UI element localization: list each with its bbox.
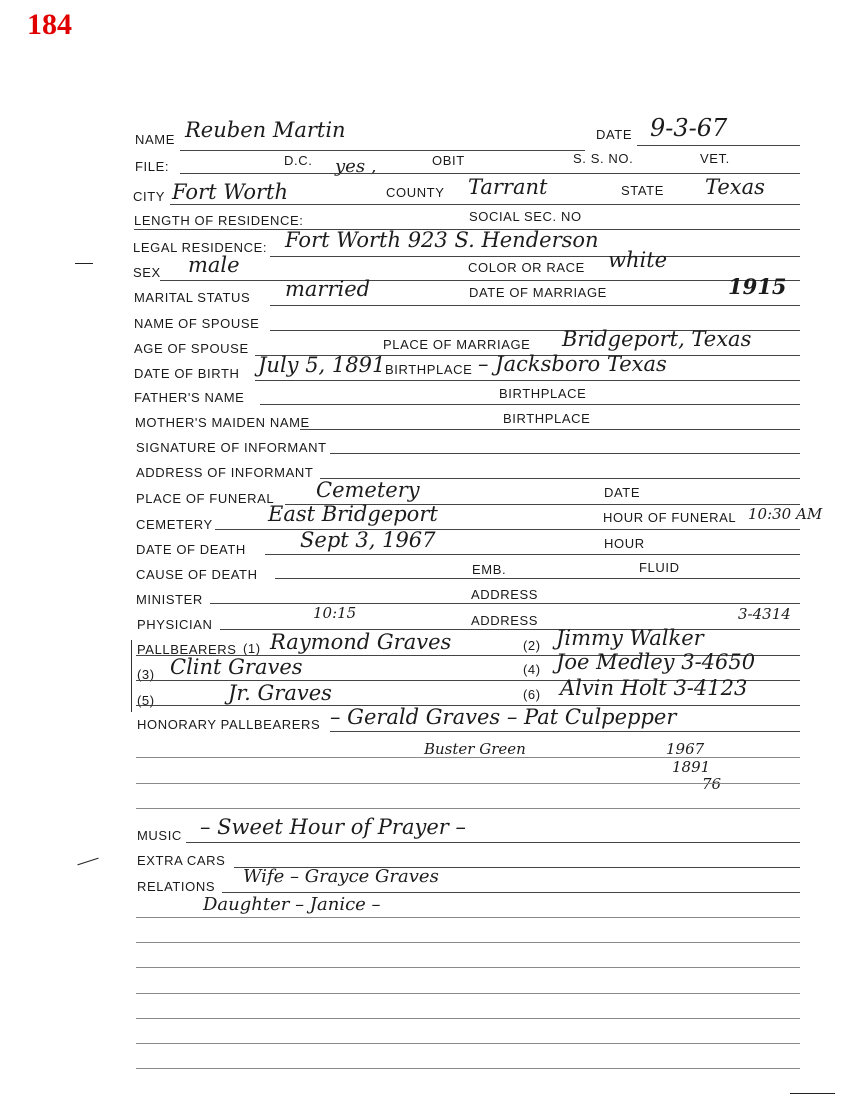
minister-line	[210, 603, 800, 604]
cemetery-value: East Bridgeport	[268, 502, 438, 526]
pallbearer-1-num: (1)	[243, 641, 261, 656]
birthplace-label: BIRTHPLACE	[385, 362, 473, 377]
sex-label: SEX	[133, 265, 161, 280]
signature-of-informant-label: SIGNATURE OF INFORMANT	[136, 440, 327, 455]
legal-residence-label: LEGAL RESIDENCE:	[133, 240, 268, 255]
date-line	[637, 145, 800, 146]
blank-line-2	[136, 808, 800, 809]
page-number: 184	[27, 8, 72, 41]
year-note-2: 1891	[672, 758, 711, 776]
state-label: STATE	[621, 183, 664, 198]
fathers-name-label: FATHER'S NAME	[134, 390, 245, 405]
city-value: Fort Worth	[172, 180, 289, 204]
county-value: Tarrant	[468, 175, 548, 199]
physician-address-value: 3-4314	[738, 605, 791, 623]
pallbearer-3-num: (3)	[137, 667, 155, 682]
obit-label: OBIT	[432, 153, 465, 168]
honorary-pallbearers-label: HONORARY PALLBEARERS	[137, 717, 321, 732]
honorary-pallbearers-extra: Buster Green	[424, 740, 526, 758]
relations-line-2	[136, 917, 800, 918]
blank-line-8	[136, 1068, 800, 1069]
fluid-label: FLUID	[639, 560, 680, 575]
address-of-informant-label: ADDRESS OF INFORMANT	[136, 465, 314, 480]
file-line	[180, 173, 800, 174]
date-of-birth-label: DATE OF BIRTH	[134, 366, 240, 381]
minister-address-label: ADDRESS	[471, 587, 539, 602]
pallbearer-1-value: Raymond Graves	[270, 630, 452, 654]
cause-of-death-label: CAUSE OF DEATH	[136, 567, 258, 582]
pallbearer-4-num: (4)	[523, 662, 541, 677]
color-or-race-label: COLOR OR RACE	[468, 260, 585, 275]
mothers-maiden-name-label: MOTHER'S MAIDEN NAME	[135, 415, 310, 430]
blank-line-3	[136, 942, 800, 943]
physician-note: 10:15	[313, 604, 357, 622]
pallbearer-5-num: (5)	[137, 693, 155, 708]
relations-label: RELATIONS	[137, 879, 216, 894]
pallbearer-4-value: Joe Medley 3-4650	[556, 650, 756, 674]
father-line	[260, 404, 800, 405]
date-of-marriage-label: DATE OF MARRIAGE	[469, 285, 607, 300]
city-label: CITY	[133, 189, 166, 204]
sex-value: male	[188, 253, 240, 277]
dc-value: yes ,	[335, 156, 377, 177]
sex-line	[160, 280, 800, 281]
state-value: Texas	[705, 175, 765, 199]
physician-label: PHYSICIAN	[137, 617, 213, 632]
marital-status-value: married	[285, 277, 371, 301]
file-label: FILE:	[135, 159, 170, 174]
city-line	[170, 204, 800, 205]
year-note-1: 1967	[666, 740, 705, 758]
birthplace-value: – Jacksboro Texas	[478, 352, 667, 376]
legal-residence-line	[270, 256, 800, 257]
year-note-3: 76	[702, 775, 722, 793]
vet-label: VET.	[700, 151, 730, 166]
name-label: NAME	[135, 132, 175, 147]
pallbearer-2-value: Jimmy Walker	[556, 626, 704, 650]
extra-cars-label: EXTRA CARS	[137, 853, 226, 868]
minister-label: MINISTER	[136, 592, 203, 607]
relations-value-1: Wife – Grayce Graves	[243, 866, 439, 887]
signature-line	[330, 453, 800, 454]
relations-line-1	[222, 892, 800, 893]
mother-line	[300, 429, 800, 430]
cause-line	[275, 578, 800, 579]
funeral-date-label: DATE	[604, 485, 641, 500]
honorary-line-1	[330, 731, 800, 732]
date-of-marriage-value: 1915	[728, 274, 787, 299]
relations-value-2: Daughter – Janice –	[203, 894, 381, 915]
place-of-marriage-label: PLACE OF MARRIAGE	[383, 337, 531, 352]
date-of-death-value: Sept 3, 1967	[300, 528, 436, 552]
length-of-residence-label: LENGTH OF RESIDENCE:	[134, 213, 304, 228]
ss-no-label: S. S. NO.	[573, 151, 634, 166]
pallbearers-label: PALLBEARERS	[137, 642, 237, 657]
marital-status-label: MARITAL STATUS	[134, 290, 251, 305]
pallbearers-bracket	[131, 640, 132, 712]
date-of-birth-value: July 5, 1891	[258, 353, 386, 377]
honorary-pallbearers-value: – Gerald Graves – Pat Culpepper	[330, 705, 677, 729]
corner-mark	[790, 1093, 835, 1094]
date-of-death-label: DATE OF DEATH	[136, 542, 246, 557]
hour-of-funeral-value: 10:30 AM	[748, 505, 823, 523]
birth-line	[255, 380, 800, 381]
place-of-funeral-value: Cemetery	[316, 478, 420, 502]
pallbearer-6-value: Alvin Holt 3-4123	[560, 676, 748, 700]
blank-line-7	[136, 1043, 800, 1044]
fathers-birthplace-label: BIRTHPLACE	[499, 386, 587, 401]
margin-mark-bottom	[77, 858, 98, 866]
blank-line-5	[136, 993, 800, 994]
marital-line	[270, 305, 800, 306]
place-of-marriage-value: Bridgeport, Texas	[562, 327, 752, 351]
hour-of-funeral-label: HOUR OF FUNERAL	[603, 510, 737, 525]
music-value: – Sweet Hour of Prayer –	[200, 815, 466, 839]
emb-label: EMB.	[472, 562, 507, 577]
place-of-funeral-label: PLACE OF FUNERAL	[136, 491, 275, 506]
pallbearer-3-value: Clint Graves	[170, 655, 303, 679]
blank-line-1	[136, 783, 800, 784]
name-line	[180, 150, 585, 151]
age-of-spouse-label: AGE OF SPOUSE	[134, 341, 249, 356]
color-or-race-value: white	[608, 248, 668, 272]
legal-residence-value: Fort Worth 923 S. Henderson	[285, 228, 599, 252]
music-line	[186, 842, 800, 843]
name-of-spouse-label: NAME OF SPOUSE	[134, 316, 260, 331]
death-line	[265, 554, 800, 555]
dc-label: D.C.	[284, 153, 313, 168]
cemetery-label: CEMETERY	[136, 517, 213, 532]
date-label: DATE	[596, 127, 633, 142]
pallbearer-5-value: Jr. Graves	[228, 681, 332, 705]
mothers-birthplace-label: BIRTHPLACE	[503, 411, 591, 426]
physician-address-label: ADDRESS	[471, 613, 539, 628]
name-value: Reuben Martin	[185, 118, 346, 142]
date-value: 9-3-67	[650, 114, 728, 142]
pallbearer-2-num: (2)	[523, 638, 541, 653]
margin-mark-top	[75, 263, 93, 264]
social-sec-no-label: SOCIAL SEC. NO	[469, 209, 582, 224]
music-label: MUSIC	[137, 828, 182, 843]
blank-line-4	[136, 967, 800, 968]
blank-line-6	[136, 1018, 800, 1019]
county-label: COUNTY	[386, 185, 445, 200]
pallbearer-6-num: (6)	[523, 687, 541, 702]
hour-label: HOUR	[604, 536, 645, 551]
